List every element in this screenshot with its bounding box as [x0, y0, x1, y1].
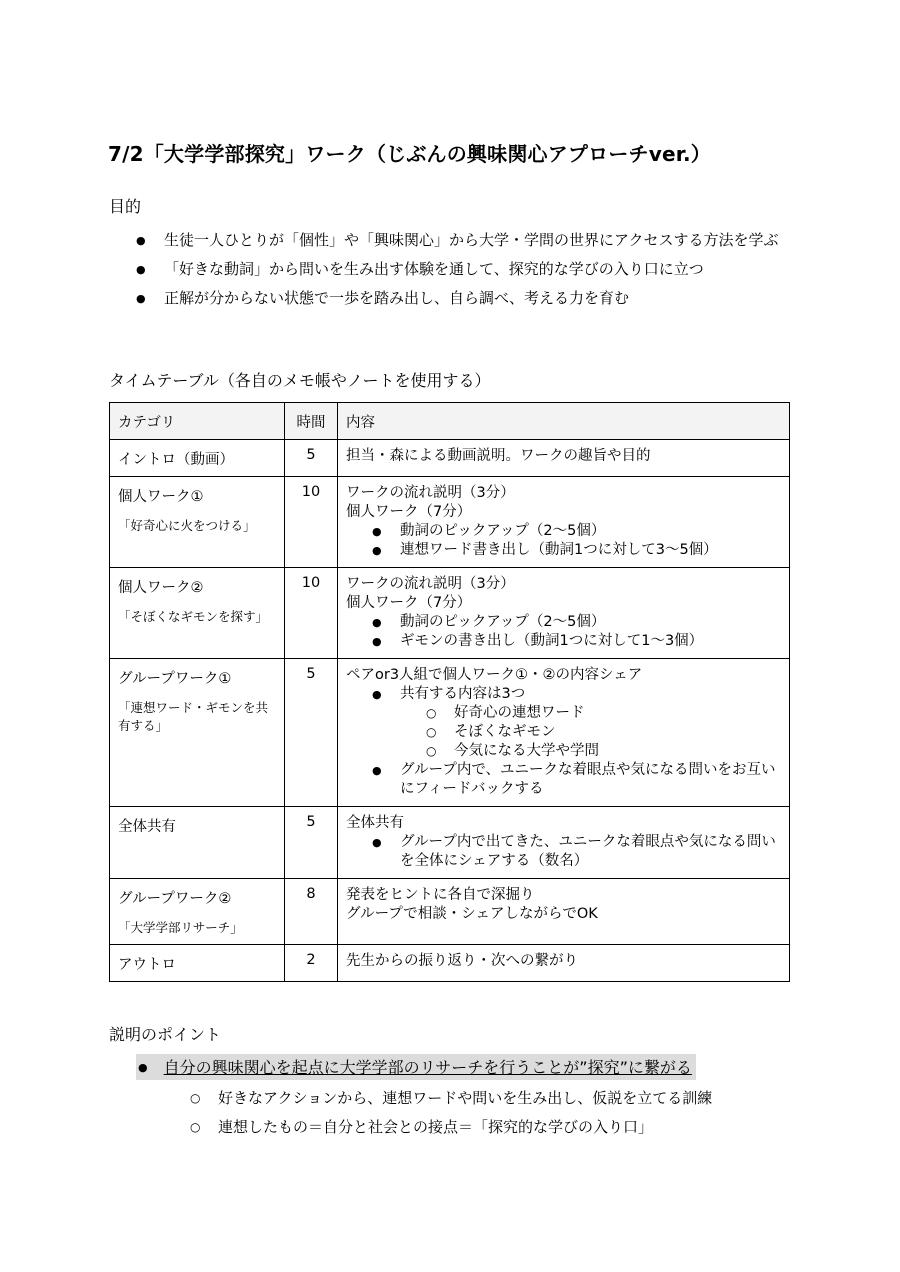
points-heading: 説明のポイント: [109, 1025, 222, 1044]
content-subbullet: ○ 今気になる大学や学問: [346, 742, 781, 761]
column-header-category: カテゴリ: [110, 403, 285, 440]
category-cell: [110, 807, 285, 879]
category-label: 個人ワーク②: [118, 580, 204, 596]
content-cell: [338, 945, 790, 982]
point-subitem: ○ 好きなアクションから、連想ワードや問いを生み出し、仮説を立てる訓練: [190, 1084, 712, 1113]
content-lines: [346, 886, 781, 924]
content-line: 全体共有: [346, 815, 404, 831]
content-bullet: ● グループ内で出てきた、ユニークな着眼点や気になる問いを全体にシェアする（数名）: [346, 833, 781, 871]
content-cell: [338, 440, 790, 477]
table-row: [110, 440, 790, 477]
content-cell: [338, 879, 790, 945]
content-line: 先生からの振り返り・次への繋がり: [346, 953, 578, 969]
timetable-header-row: [110, 403, 790, 440]
content-cell: [338, 568, 790, 659]
column-header-content: 内容: [338, 403, 790, 440]
purpose-item: ● 「好きな動詞」から問いを生み出す体験を通して、探究的な学びの入り口に立つ: [136, 255, 786, 284]
timetable-heading: タイムテーブル（各自のメモ帳やノートを使用する）: [109, 371, 491, 390]
content-subbullet: ○ そぼくなギモン: [346, 723, 781, 742]
content-line: グループで相談・シェアしながらでOK: [346, 906, 598, 922]
table-row: [110, 807, 790, 879]
content-lines: [346, 814, 781, 871]
table-row: [110, 477, 790, 568]
content-line: ワークの流れ説明（3分）: [346, 485, 515, 501]
category-subtitle: 「そぼくなギモンを探す」: [118, 609, 269, 624]
category-label: グループワーク①: [118, 671, 232, 687]
content-lines: [346, 666, 781, 799]
content-lines: [346, 575, 781, 651]
category-label: グループワーク②: [118, 891, 232, 907]
category-label: 個人ワーク①: [118, 489, 204, 505]
table-row: [110, 659, 790, 807]
time-cell: 5: [285, 659, 338, 807]
category-cell: [110, 879, 285, 945]
bullet-icon: ●: [138, 1061, 148, 1074]
category-subtitle: 「連想ワード・ギモンを共有する」: [118, 700, 269, 733]
content-cell: [338, 807, 790, 879]
time-cell: 5: [285, 807, 338, 879]
time-cell: 5: [285, 440, 338, 477]
category-label: 全体共有: [118, 819, 176, 835]
table-row: [110, 879, 790, 945]
content-bullet: ● 動詞のピックアップ（2〜5個）: [346, 522, 781, 541]
content-line: 発表をヒントに各自で深掘り: [346, 887, 535, 903]
content-cell: [338, 659, 790, 807]
document-title: 7/2「大学学部探究」ワーク（じぶんの興味関心アプローチver.）: [108, 142, 711, 166]
content-bullet: ● 動詞のピックアップ（2〜5個）: [346, 613, 781, 632]
content-line: 担当・森による動画説明。ワークの趣旨や目的: [346, 448, 651, 464]
content-lines: [346, 447, 781, 466]
column-header-time: 時間: [285, 403, 338, 440]
category-subtitle: 「好奇心に火をつける」: [118, 518, 256, 533]
key-point-text: 自分の興味関心を起点に大学学部のリサーチを行うことが”探究”に繋がる: [163, 1058, 692, 1077]
content-lines: [346, 952, 781, 971]
timetable-body: [110, 440, 790, 982]
timetable: [109, 402, 790, 982]
points-sublist: [190, 1084, 712, 1142]
point-subitem: ○ 連想したもの＝自分と社会との接点＝「探究的な学びの入り口」: [190, 1113, 712, 1142]
time-cell: 8: [285, 879, 338, 945]
content-subbullet: ○ 好奇心の連想ワード: [346, 704, 781, 723]
table-row: [110, 945, 790, 982]
category-label: イントロ（動画）: [118, 452, 234, 468]
content-line: ペアor3人組で個人ワーク①・②の内容シェア: [346, 667, 643, 683]
category-cell: [110, 477, 285, 568]
content-line: ワークの流れ説明（3分）: [346, 576, 515, 592]
purpose-item: ● 正解が分からない状態で一歩を踏み出し、自ら調べ、考える力を育む: [136, 284, 786, 313]
content-line: 個人ワーク（7分）: [346, 595, 472, 611]
content-bullet: ● グループ内で、ユニークな着眼点や気になる問いをお互いにフィードバックする: [346, 761, 781, 799]
content-bullet: ● ギモンの書き出し（動詞1つに対して1〜3個）: [346, 632, 781, 651]
content-line: 個人ワーク（7分）: [346, 504, 472, 520]
content-lines: [346, 484, 781, 560]
time-cell: 2: [285, 945, 338, 982]
time-cell: 10: [285, 477, 338, 568]
category-subtitle: 「大学学部リサーチ」: [118, 920, 243, 935]
purpose-heading: 目的: [109, 197, 142, 216]
content-bullet: ● 共有する内容は3つ: [346, 685, 781, 704]
purpose-list: [136, 226, 786, 313]
highlighted-key-point: [136, 1054, 696, 1080]
table-row: [110, 568, 790, 659]
purpose-item: ● 生徒一人ひとりが「個性」や「興味関心」から大学・学問の世界にアクセスする方法を学ぶ: [136, 226, 786, 255]
category-cell: [110, 568, 285, 659]
content-bullet: ● 連想ワード書き出し（動詞1つに対して3〜5個）: [346, 541, 781, 560]
category-cell: [110, 659, 285, 807]
time-cell: 10: [285, 568, 338, 659]
content-cell: [338, 477, 790, 568]
category-label: アウトロ: [118, 957, 176, 973]
category-cell: [110, 945, 285, 982]
category-cell: [110, 440, 285, 477]
